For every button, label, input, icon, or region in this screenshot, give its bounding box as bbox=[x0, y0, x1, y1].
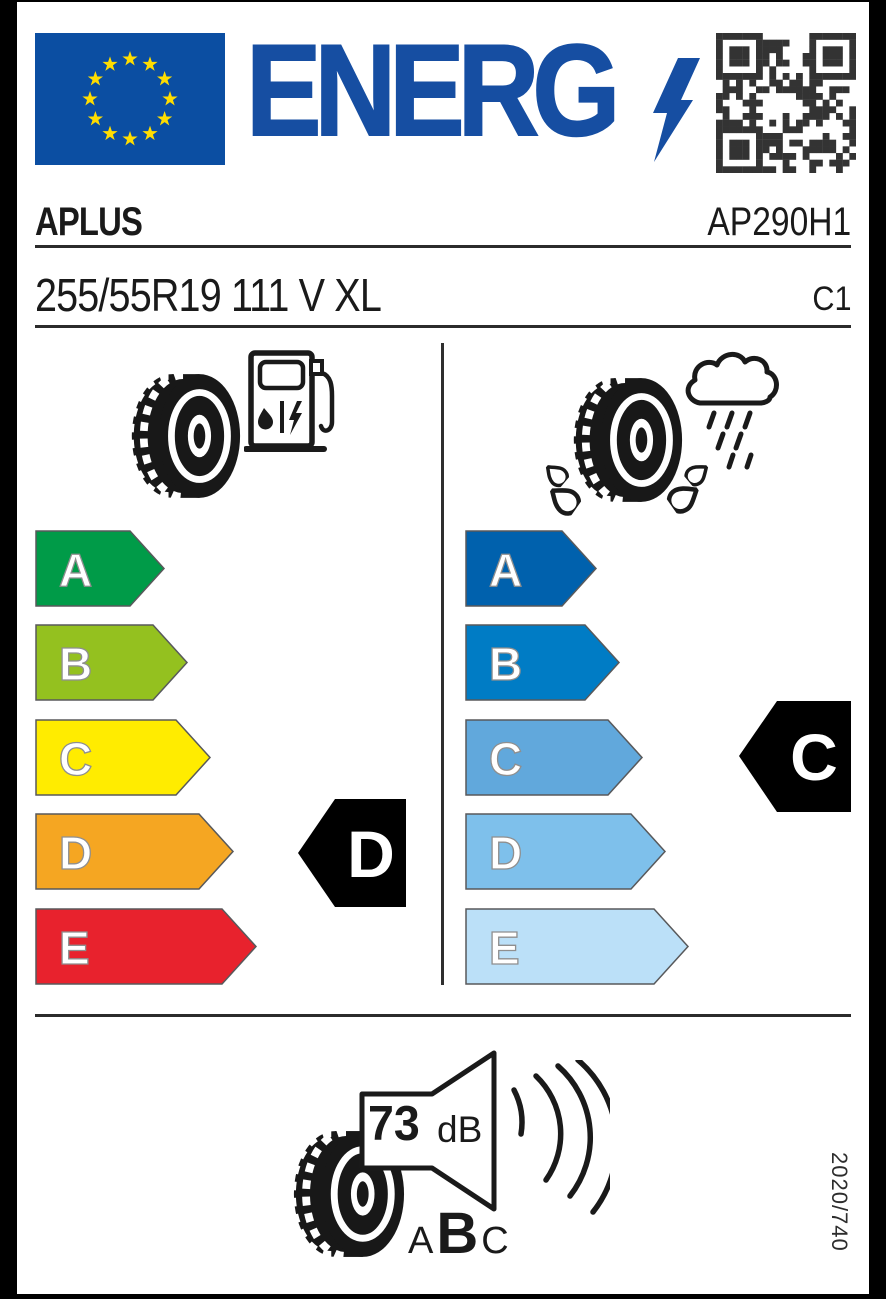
wet-class-row-c bbox=[465, 719, 644, 796]
wet-class-letter: E bbox=[489, 922, 520, 974]
label-border-left bbox=[0, 0, 17, 1299]
tire-icon bbox=[126, 368, 242, 504]
fuel-class-letter: B bbox=[59, 638, 93, 690]
eu-flag-icon bbox=[35, 33, 225, 165]
brand-name: APLUS bbox=[35, 200, 143, 244]
wet-grip-rating-indicator bbox=[738, 700, 852, 813]
fuel-class-letter: D bbox=[59, 827, 93, 879]
sound-waves-icon bbox=[500, 1060, 610, 1220]
energy-lightning-icon bbox=[648, 58, 700, 162]
noise-class-scale bbox=[408, 1200, 528, 1270]
wet-class-row-b bbox=[465, 624, 621, 701]
fuel-rating-indicator bbox=[297, 798, 407, 908]
wet-class-letter: D bbox=[489, 827, 523, 879]
wet-class-letter: B bbox=[489, 638, 523, 690]
fuel-rating-letter: D bbox=[347, 817, 395, 891]
energy-logo-text: ENERG bbox=[246, 17, 614, 163]
fuel-class-row-a bbox=[35, 530, 166, 607]
fuel-pump-icon bbox=[244, 346, 336, 458]
fuel-class-row-c bbox=[35, 719, 212, 796]
regulation-number: 2020/740 bbox=[827, 1152, 852, 1252]
noise-unit: dB bbox=[437, 1109, 483, 1150]
label-border-bottom bbox=[0, 1294, 886, 1299]
fuel-class-row-d bbox=[35, 813, 235, 890]
noise-class-c: C bbox=[481, 1220, 509, 1262]
label-border-top bbox=[0, 0, 886, 2]
divider bbox=[35, 1014, 851, 1017]
wet-class-row-d bbox=[465, 813, 667, 890]
divider bbox=[35, 245, 851, 248]
wet-class-row-a bbox=[465, 530, 598, 607]
wet-class-letter: A bbox=[489, 544, 523, 596]
fuel-class-letter: A bbox=[59, 544, 93, 596]
splash-icon bbox=[536, 452, 716, 517]
fuel-class-letter: C bbox=[59, 733, 93, 785]
noise-class-b-selected: B bbox=[436, 1201, 479, 1266]
label-border-right bbox=[869, 0, 886, 1299]
fuel-class-row-b bbox=[35, 624, 189, 701]
wet-class-letter: C bbox=[489, 733, 523, 785]
wet-grip-rating-letter: C bbox=[790, 720, 838, 794]
tyre-class: C1 bbox=[811, 280, 851, 318]
divider bbox=[35, 325, 851, 328]
column-divider bbox=[441, 343, 444, 985]
fuel-class-letter: E bbox=[59, 922, 90, 974]
model-name: AP290H1 bbox=[707, 200, 851, 244]
noise-class-a: A bbox=[408, 1220, 434, 1262]
fuel-class-row-e bbox=[35, 908, 258, 985]
qr-code bbox=[716, 33, 856, 173]
wet-class-row-e bbox=[465, 908, 690, 985]
tyre-size: 255/55R19 111 V XL bbox=[35, 269, 381, 321]
noise-value: 73 bbox=[368, 1097, 420, 1151]
